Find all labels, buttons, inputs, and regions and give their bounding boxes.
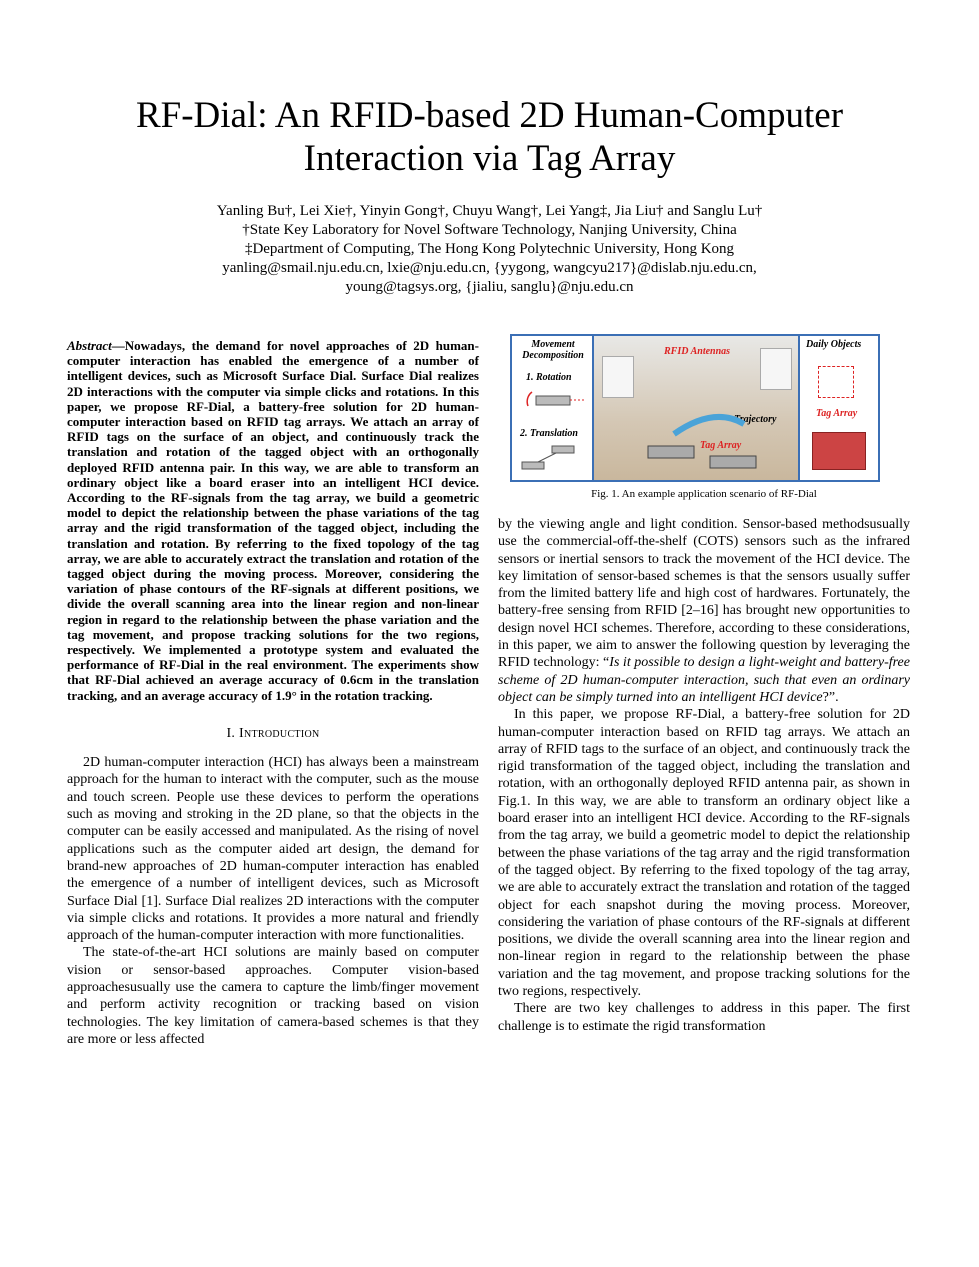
right-paragraph-1-end: ?”. xyxy=(822,689,839,705)
right-paragraph-1-text: by the viewing angle and light condition. Sensor-based methodsusually use the commercial-off-the-shelf (COTS) sensors such as the infrared sensors or inertial sensors to track the movement of the HCI device. The key limitation of sensor-based schemes is that the sensors usually suffer from the limited battery life and high cost of hardwares. Fortunately, the battery-free sensing from RFID [2–16] has brought new opportunities to design novel HCI schemes. Therefore, according to these considerations, in this paper, we aim to answer the following question by leveraging the RFID technology: “ xyxy=(498,517,910,671)
right-paragraph-2: In this paper, we propose RF-Dial, a battery-free solution for 2D human-computer interaction based on RFID tag arrays. We attach an array of RFID tags to the surface of an object, and continuously track the rigid transformation of the tagged object, including the translation and rotation, with an orthogonally deployed RFID antenna pair, as shown in Fig.1. In this way, we are able to transform an ordinary object like a board eraser into an intelligent HCI device. According to the RF-signals from the tag array, we build a geometric model to depict the relationship between the phase variations of the tag array and the rigid transformation of the tagged object. By referring to the fixed topology of the tag array, we are able to accurately extract the translation and rotation of the tagged object for each snapshot during the moving process. Moreover, considering the variation of phase contours of the RF-signals at different positions, we divide the overall scanning area into the linear region and non-linear region in regard to the relationship between the phase variation and the tag movement, and propose tracking solutions for the two regions, respectively. xyxy=(498,707,910,1000)
object-sketch xyxy=(818,366,854,398)
intro-paragraph-1: 2D human-computer interaction (HCI) has always been a mainstream approach for the human to interact with the computer, such as the mouse and touch screen. People use these devices to perform the operations such as moving and stroking in the 2D plane, so that the objects in the computer can be easily accessed and manipulated. As the rising of novel applications such as the computer aided art design, the demand for brand-new approaches of 2D human-computer interaction has enabled the emergence of a number of intelligent devices, such as Microsoft Surface Dial [1]. Surface Dial realizes 2D interactions with the computer via simple clicks and rotations. It provides a more natural and friendly approach of the human-computer interaction with more functionalities. xyxy=(67,755,479,944)
antenna-1 xyxy=(602,356,634,398)
trajectory-label: Trajectory xyxy=(734,414,777,425)
tagged-box xyxy=(812,432,866,470)
right-paragraph-1 xyxy=(498,516,910,706)
emails-2: young@tagsys.org, {jialiu, sanglu}@nju.edu.cn xyxy=(345,279,634,295)
antenna-2 xyxy=(760,348,792,390)
section-heading-introduction: I. Introduction xyxy=(226,725,320,741)
movement-label: Movement Decomposition xyxy=(522,339,584,361)
tag-array-label: Tag Array xyxy=(700,440,742,451)
author-block xyxy=(60,202,919,297)
rotation-label: 1. Rotation xyxy=(526,372,572,383)
daily-objects-panel xyxy=(799,335,879,481)
rotation-sketch xyxy=(518,386,586,416)
emails-1: yanling@smail.nju.edu.cn, lxie@nju.edu.cn, {yygong, wangcyu217}@dislab.nju.edu.cn, xyxy=(222,260,757,276)
tag-array-label-2: Tag Array xyxy=(816,408,858,419)
abstract xyxy=(67,338,479,703)
title-line-2: Interaction via Tag Array xyxy=(303,138,676,179)
translation-label: 2. Translation xyxy=(520,428,578,439)
translation-sketch xyxy=(518,442,586,476)
research-question: Is it possible to design a light-weight and battery-free scheme of 2D human-computer interaction, such that even an ordinary object can be simply turned into an intelligent HCI device xyxy=(498,655,910,705)
right-column xyxy=(498,516,910,1035)
intro-paragraph-2: The state-of-the-art HCI solutions are mainly based on computer vision or sensor-based approaches. Computer vision-based approachesusually use the camera to capture the limb/finger movement and perform activity recognition or tracking based on vision technologies. The key limitation of camera-based schemes is that they are more or less affected xyxy=(67,945,479,1047)
scene-panel xyxy=(593,335,799,481)
right-paragraph-3: There are two key challenges to address in this paper. The first challenge is to estimate the rigid transformation xyxy=(498,1001,910,1034)
abstract-text: —Nowadays, the demand for novel approaches of 2D human-computer interaction has enabled the emergence of a number of intelligent devices, such as Microsoft Surface Dial. Surface Dial realizes 2D interactions with the computer via simple clicks and rotations. In this paper, we propose RF-Dial, a battery-free solution for 2D human-computer interaction based on RFID tag arrays. We attach an array of RFID tags on the surface of an object, and continuously track the translation and rotation of the tagged object with an orthogonally deployed RFID antenna pair. In this way, we are able to transform an ordinary object like a board eraser into an intelligent HCI device. According to the RF-signals from the tag array, we build a geometric model to depict the relationship between the phase variations of the tag array and the rigid transformation of the tagged object, including the translation and rotation. By referring to the fixed topology of the tag array, we are able to accurately extract the translation and rotation of the tagged object during the moving process. Moreover, considering the variation of phase contours of the RF-signals at different positions, we divide the overall scanning area into the linear region and non-linear region in regard to the relationship between the phase variation and the tag movement, and propose tracking solutions for the two regions, respectively. We implemented a prototype system and evaluated the performance of RF-Dial in the real environment. The experiments show that RF-Dial achieved an average accuracy of 0.6cm in the translation tracking, and an average accuracy of 1.9° in the rotation tracking. xyxy=(67,338,479,703)
rfid-antennas-label: RFID Antennas xyxy=(664,346,731,357)
left-column xyxy=(67,338,479,1048)
paper-title xyxy=(60,94,919,180)
daily-objects-label: Daily Objects xyxy=(806,339,862,350)
affiliation-1: †State Key Laboratory for Novel Software Technology, Nanjing University, China xyxy=(242,222,737,238)
trajectory-arrow xyxy=(634,406,794,476)
figure-1 xyxy=(510,334,880,482)
authors: Yanling Bu†, Lei Xie†, Yinyin Gong†, Chuyu Wang†, Lei Yang‡, Jia Liu† and Sanglu Lu† xyxy=(216,203,763,219)
abstract-label: Abstract xyxy=(67,338,112,353)
figure-caption: Fig. 1. An example application scenario of RF-Dial xyxy=(591,488,817,500)
title-line-1: RF-Dial: An RFID-based 2D Human-Computer xyxy=(135,95,844,136)
affiliation-2: ‡Department of Computing, The Hong Kong Polytechnic University, Hong Kong xyxy=(244,241,735,257)
movement-panel xyxy=(511,335,593,481)
